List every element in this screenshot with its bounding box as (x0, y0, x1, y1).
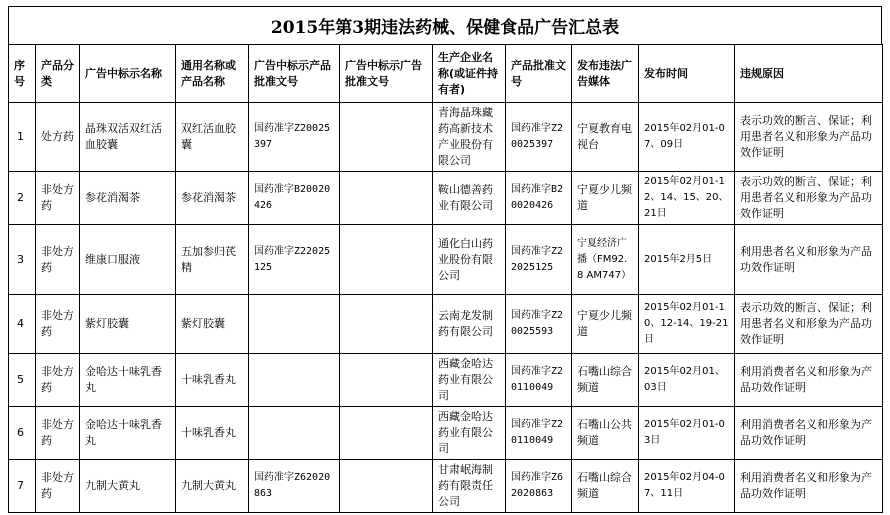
cell-ad-approval (340, 354, 433, 407)
cell-generic-name: 十味乳香丸 (176, 354, 249, 407)
cell-ad-name: 金哈达十味乳香丸 (80, 407, 176, 460)
header-media: 发布违法广告媒体 (572, 45, 639, 103)
table-row (9, 354, 883, 407)
header-time: 发布时间 (639, 45, 735, 103)
cell-media: 石嘴山综合频道 (572, 460, 639, 513)
table-row (9, 172, 883, 225)
cell-ad-approval (340, 460, 433, 513)
header-ad-approval: 广告中标示广告批准文号 (340, 45, 433, 103)
header-reason: 违规原因 (735, 45, 883, 103)
cell-generic-name: 双红活血胶囊 (176, 103, 249, 172)
cell-media: 宁夏教育电视台 (572, 103, 639, 172)
header-row (9, 45, 883, 103)
cell-media: 宁夏经济广播（FM92.8 AM747） (572, 225, 639, 295)
table-row (9, 407, 883, 460)
cell-product-approval: 国药准字B20020426 (506, 172, 572, 225)
cell-manufacturer: 西藏金哈达药业有限公司 (433, 407, 506, 460)
cell-manufacturer: 鞍山德善药业有限公司 (433, 172, 506, 225)
cell-ad-product-approval: 国药准字Z22025125 (249, 225, 340, 295)
cell-ad-approval (340, 225, 433, 295)
cell-ad-product-approval: 国药准字Z62020863 (249, 460, 340, 513)
cell-generic-name: 九制大黄丸 (176, 460, 249, 513)
cell-no: 1 (9, 103, 36, 172)
header-manufacturer: 生产企业名称(或证件持有者) (433, 45, 506, 103)
cell-no: 4 (9, 295, 36, 354)
cell-manufacturer: 云南龙发制药有限公司 (433, 295, 506, 354)
cell-category: 非处方药 (36, 295, 80, 354)
table-title: 2015年第3期违法药械、保健食品广告汇总表 (8, 6, 882, 44)
cell-category: 非处方药 (36, 225, 80, 295)
cell-ad-product-approval (249, 407, 340, 460)
cell-ad-approval (340, 295, 433, 354)
cell-ad-name: 参花消渴茶 (80, 172, 176, 225)
cell-reason: 利用消费者名义和形象为产品功效作证明 (735, 407, 883, 460)
header-no: 序号 (9, 45, 36, 103)
cell-ad-approval (340, 172, 433, 225)
cell-product-approval: 国药准字Z20110049 (506, 354, 572, 407)
cell-ad-approval (340, 103, 433, 172)
cell-category: 非处方药 (36, 354, 80, 407)
cell-manufacturer: 青海晶珠藏药高新技术产业股份有限公司 (433, 103, 506, 172)
cell-generic-name: 十味乳香丸 (176, 407, 249, 460)
cell-category: 处方药 (36, 103, 80, 172)
cell-reason: 利用患者名义和形象为产品功效作证明 (735, 225, 883, 295)
table-row (9, 295, 883, 354)
cell-ad-product-approval (249, 295, 340, 354)
cell-media: 石嘴山公共频道 (572, 407, 639, 460)
cell-reason: 表示功效的断言、保证；利用患者名义和形象为产品功效作证明 (735, 295, 883, 354)
cell-manufacturer: 通化白山药业股份有限公司 (433, 225, 506, 295)
cell-product-approval: 国药准字Z20025593 (506, 295, 572, 354)
cell-ad-name: 维康口服液 (80, 225, 176, 295)
header-generic-name: 通用名称或产品名称 (176, 45, 249, 103)
cell-reason: 表示功效的断言、保证；利用患者名义和形象为产品功效作证明 (735, 172, 883, 225)
cell-manufacturer: 西藏金哈达药业有限公司 (433, 354, 506, 407)
cell-reason: 利用消费者名义和形象为产品功效作证明 (735, 354, 883, 407)
cell-time: 2015年02月04-07、11日 (639, 460, 735, 513)
cell-reason: 表示功效的断言、保证；利用患者名义和形象为产品功效作证明 (735, 103, 883, 172)
cell-time: 2015年02月01-07、09日 (639, 103, 735, 172)
header-category: 产品分类 (36, 45, 80, 103)
cell-no: 6 (9, 407, 36, 460)
table-row (9, 225, 883, 295)
cell-manufacturer: 甘肃岷海制药有限责任公司 (433, 460, 506, 513)
cell-generic-name: 参花消渴茶 (176, 172, 249, 225)
cell-product-approval: 国药准字Z22025125 (506, 225, 572, 295)
cell-generic-name: 紫灯胶囊 (176, 295, 249, 354)
cell-product-approval: 国药准字Z20025397 (506, 103, 572, 172)
cell-no: 7 (9, 460, 36, 513)
cell-ad-name: 晶珠双活双红活血胶囊 (80, 103, 176, 172)
cell-time: 2015年02月01-03日 (639, 407, 735, 460)
cell-ad-name: 紫灯胶囊 (80, 295, 176, 354)
cell-media: 宁夏少儿频道 (572, 172, 639, 225)
header-ad-name: 广告中标示名称 (80, 45, 176, 103)
cell-category: 非处方药 (36, 407, 80, 460)
cell-ad-approval (340, 407, 433, 460)
cell-time: 2015年02月01、03日 (639, 354, 735, 407)
table-row (9, 460, 883, 513)
header-ad-product-approval: 广告中标示产品批准文号 (249, 45, 340, 103)
cell-product-approval: 国药准字Z20110049 (506, 407, 572, 460)
cell-media: 石嘴山综合频道 (572, 354, 639, 407)
cell-time: 2015年02月01-10、12-14、19-21日 (639, 295, 735, 354)
cell-no: 5 (9, 354, 36, 407)
header-product-approval: 产品批准文号 (506, 45, 572, 103)
cell-no: 3 (9, 225, 36, 295)
cell-ad-product-approval: 国药准字B20020426 (249, 172, 340, 225)
cell-ad-product-approval: 国药准字Z20025397 (249, 103, 340, 172)
cell-product-approval: 国药准字Z62020863 (506, 460, 572, 513)
cell-time: 2015年2月5日 (639, 225, 735, 295)
cell-no: 2 (9, 172, 36, 225)
cell-media: 宁夏少儿频道 (572, 295, 639, 354)
cell-ad-name: 九制大黄丸 (80, 460, 176, 513)
cell-ad-product-approval (249, 354, 340, 407)
cell-ad-name: 金哈达十味乳香丸 (80, 354, 176, 407)
cell-category: 非处方药 (36, 460, 80, 513)
cell-generic-name: 五加参归芪精 (176, 225, 249, 295)
cell-category: 非处方药 (36, 172, 80, 225)
table-row (9, 103, 883, 172)
cell-reason: 利用消费者名义和形象为产品功效作证明 (735, 460, 883, 513)
cell-time: 2015年02月01-12、14、15、20、21日 (639, 172, 735, 225)
ad-violation-table (8, 44, 883, 513)
